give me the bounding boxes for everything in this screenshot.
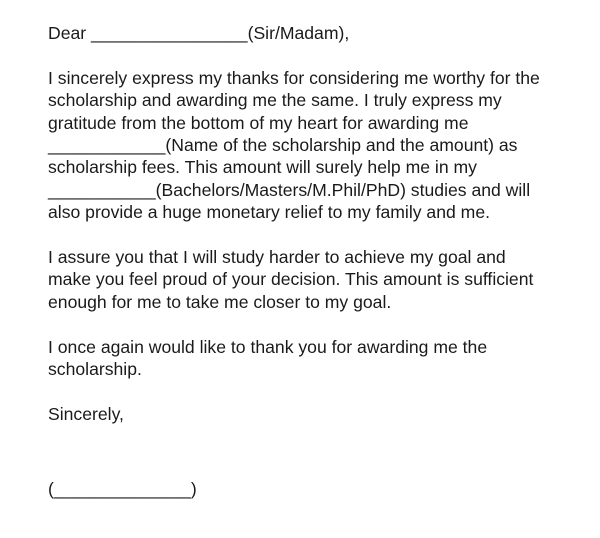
paragraph-line: I sincerely express my thanks for considering me worthy for the xyxy=(48,67,540,88)
paragraph-line: ____________(Name of the scholarship and the amount) as xyxy=(48,135,518,156)
paragraph-line: ___________(Bachelors/Masters/M.Phil/PhD) studies and will xyxy=(48,179,531,200)
spacer xyxy=(48,224,588,246)
paragraph-line: I assure you that I will study harder to achieve my goal and xyxy=(48,247,506,268)
paragraph-line: scholarship fees. This amount will surely help me in my xyxy=(48,157,477,178)
paragraph-line: also provide a huge monetary relief to my family and me. xyxy=(48,202,491,223)
paragraph-line: enough for me to take me closer to my goal. xyxy=(48,291,392,312)
paragraph-closing-thanks xyxy=(48,336,588,381)
salutation: Dear ________________(Sir/Madam), xyxy=(48,23,350,43)
paragraph-line: scholarship. xyxy=(48,359,142,380)
letter-body xyxy=(48,22,588,425)
paragraph-assurance xyxy=(48,246,588,313)
paragraph-line: scholarship and awarding me the same. I truly express my xyxy=(48,90,502,111)
paragraph-thanks xyxy=(48,67,588,224)
paragraph-line: make you feel proud of your decision. This amount is sufficient xyxy=(48,269,534,290)
signature-line: (______________) xyxy=(48,479,197,499)
spacer xyxy=(48,380,588,402)
closing: Sincerely, xyxy=(48,403,124,424)
spacer xyxy=(48,313,588,335)
spacer xyxy=(48,44,588,66)
paragraph-line: gratitude from the bottom of my heart for awarding me xyxy=(48,112,469,133)
paragraph-line: I once again would like to thank you for awarding me the xyxy=(48,336,488,357)
